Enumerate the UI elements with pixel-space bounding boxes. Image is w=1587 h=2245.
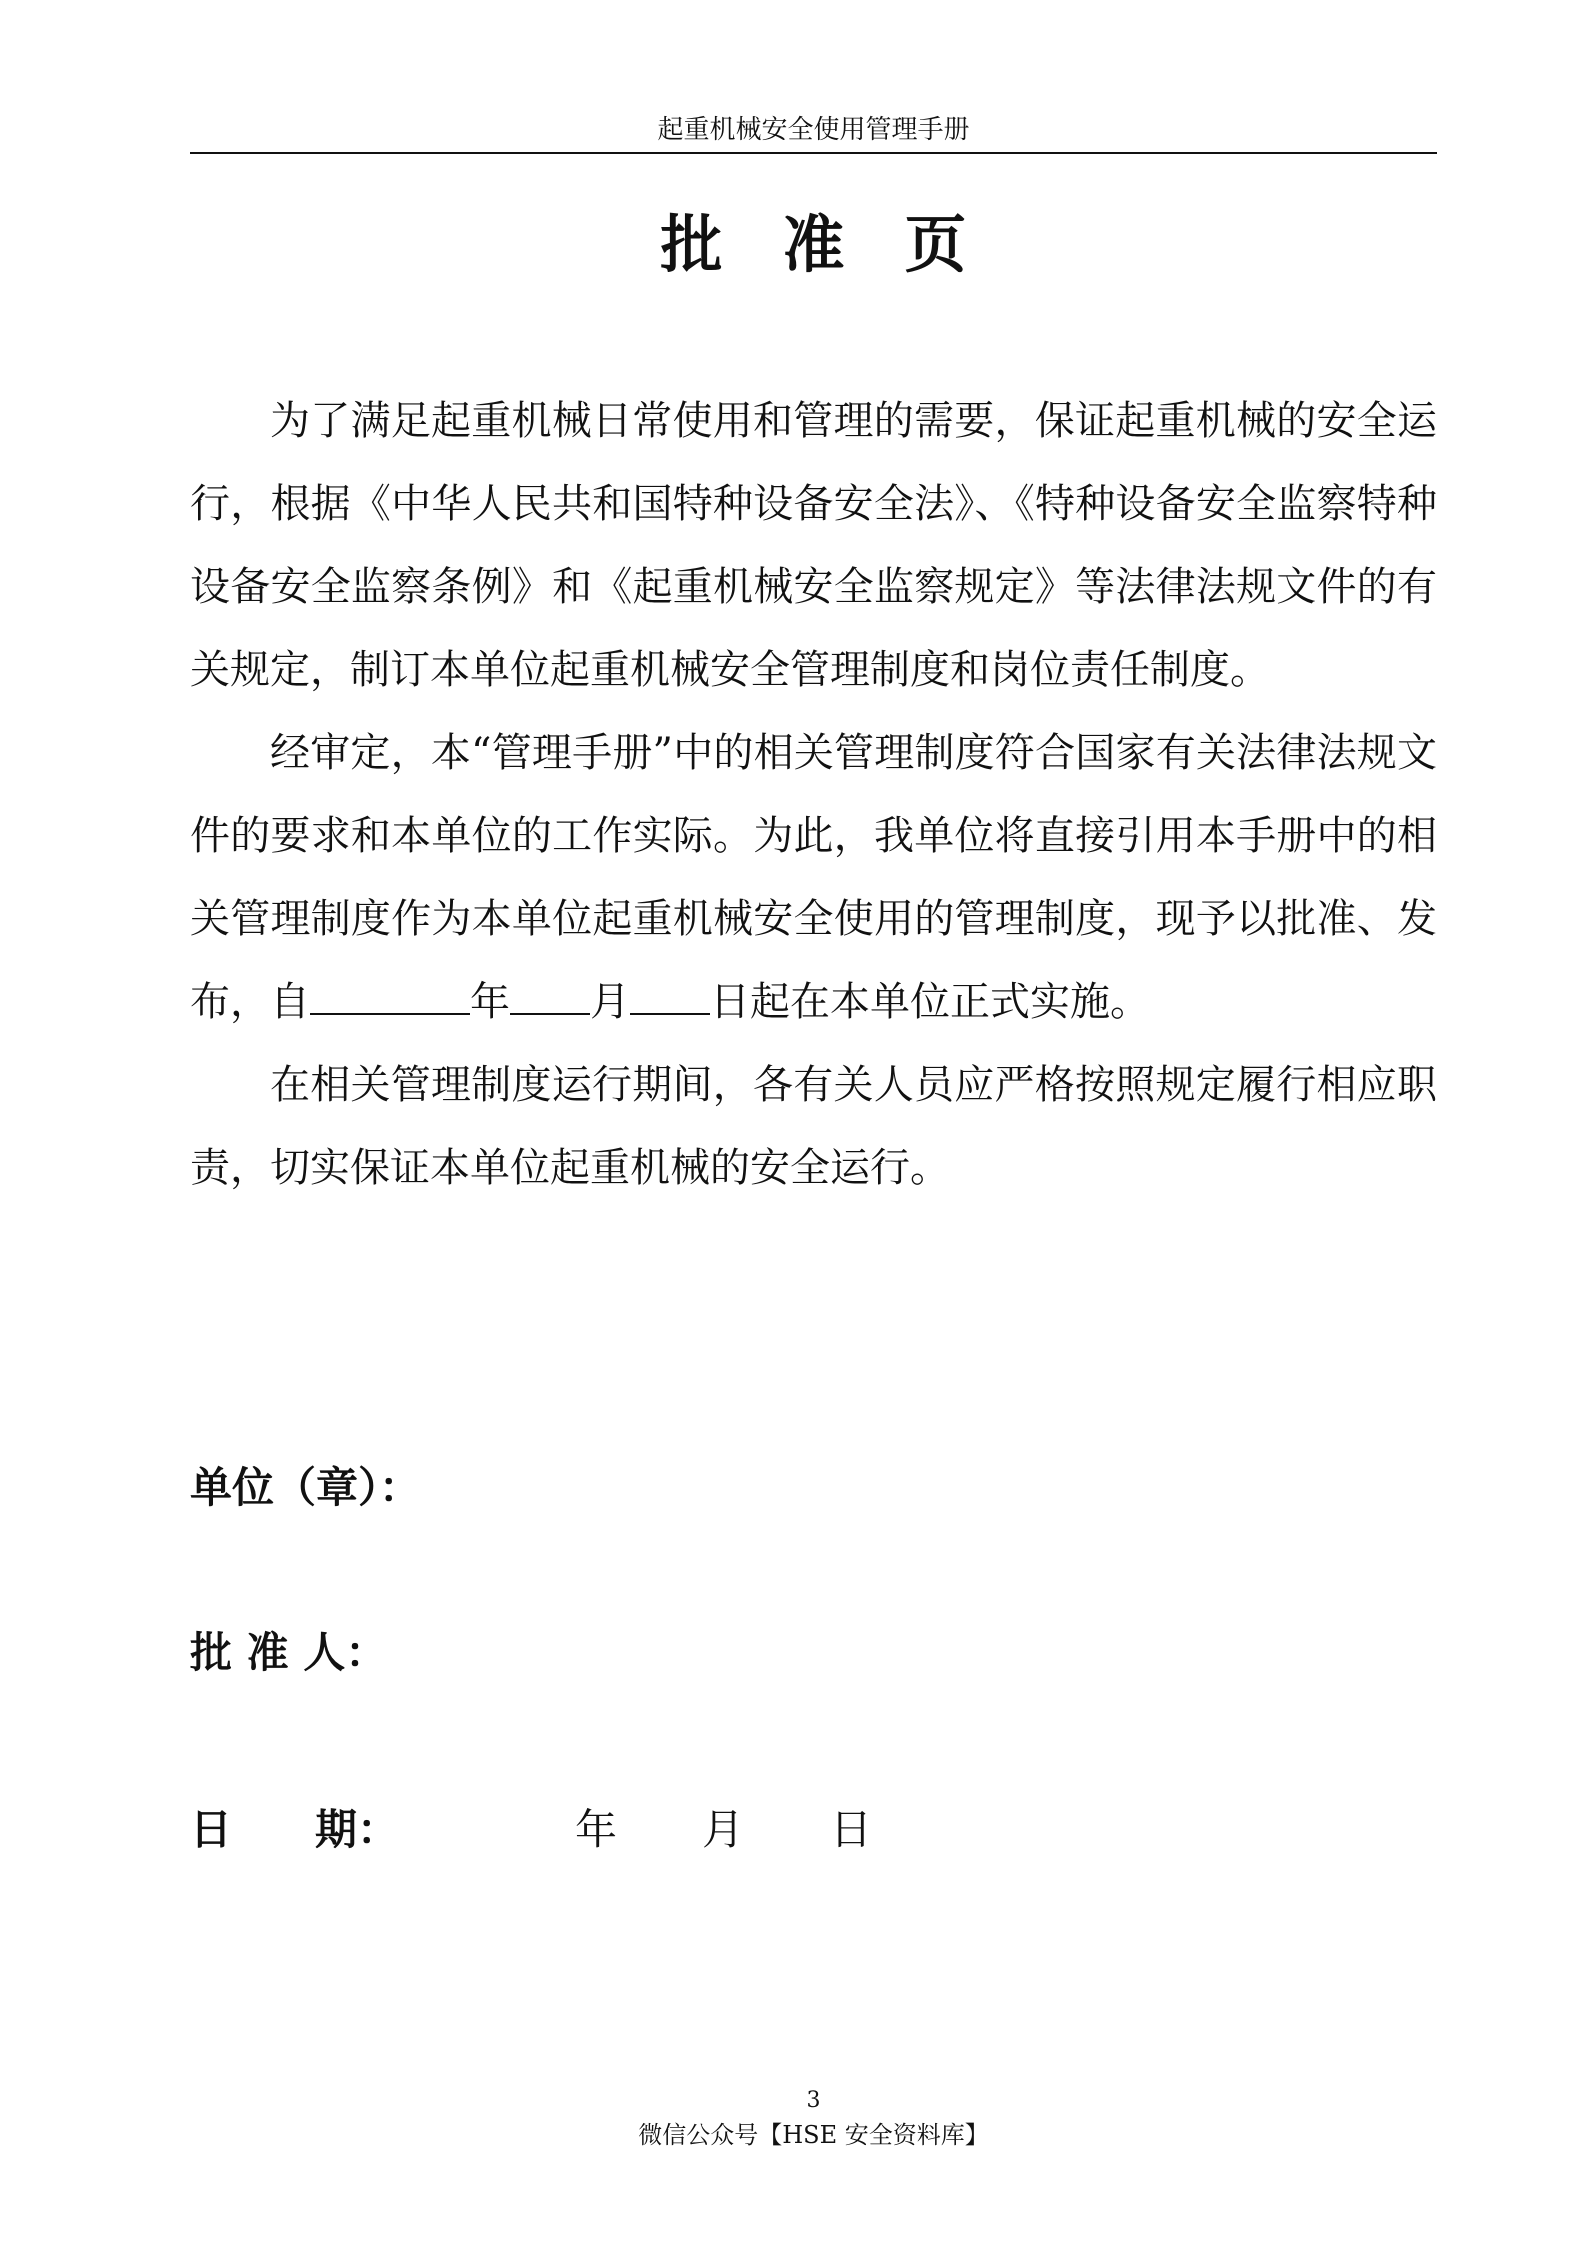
date-label-char-2: 期： (315, 1805, 400, 1854)
day-blank (630, 973, 710, 1015)
date-label-char-1: 日 (190, 1805, 233, 1854)
paragraph-1: 为了满足起重机械日常使用和管理的需要，保证起重机械的安全运行，根据《中华人民共和国特种设备安全法》、《特种设备安全监察特种设备安全监察条例》和《起重机械安全监察规定》等法律法规文件的有关规定，制订本单位起重机械安全管理制度和岗位责任制度。 (190, 398, 1437, 693)
paragraph-3: 在相关管理制度运行期间，各有关人员应严格按照规定履行相应职责，切实保证本单位起重机械的安全运行。 (190, 1062, 1437, 1191)
page-title: 批准页 (660, 208, 1027, 281)
month-blank (510, 973, 590, 1015)
month-char: 月 (590, 979, 630, 1025)
year-char: 年 (470, 979, 510, 1025)
date-row (190, 1800, 1090, 1860)
year-blank (310, 973, 470, 1015)
page-number: 3 (806, 2088, 821, 2113)
unit-seal-label: 单位（章）： (190, 1463, 422, 1512)
approval-body (190, 380, 1437, 1210)
paragraph-2-text: 经审定，本“管理手册”中的相关管理制度符合国家有关法律法规文件的要求和本单位的工作实际。为此，我单位将直接引用本手册中的相关管理制度作为本单位起重机械安全使用的管理制度，现予以批准、发布，自 (190, 730, 1437, 1025)
paragraph-2 (190, 712, 1437, 1044)
date-year: 年 (575, 1805, 618, 1854)
header-rule (190, 152, 1437, 154)
paragraph-2-tail: 日起在本单位正式实施。 (710, 979, 1150, 1025)
date-month: 月 (702, 1805, 745, 1854)
date-day: 日 (830, 1805, 873, 1854)
running-header: 起重机械安全使用管理手册 (657, 115, 970, 145)
footer-note: 微信公众号【HSE 安全资料库】 (638, 2121, 989, 2149)
approver-label: 批 准 人： (190, 1628, 388, 1677)
